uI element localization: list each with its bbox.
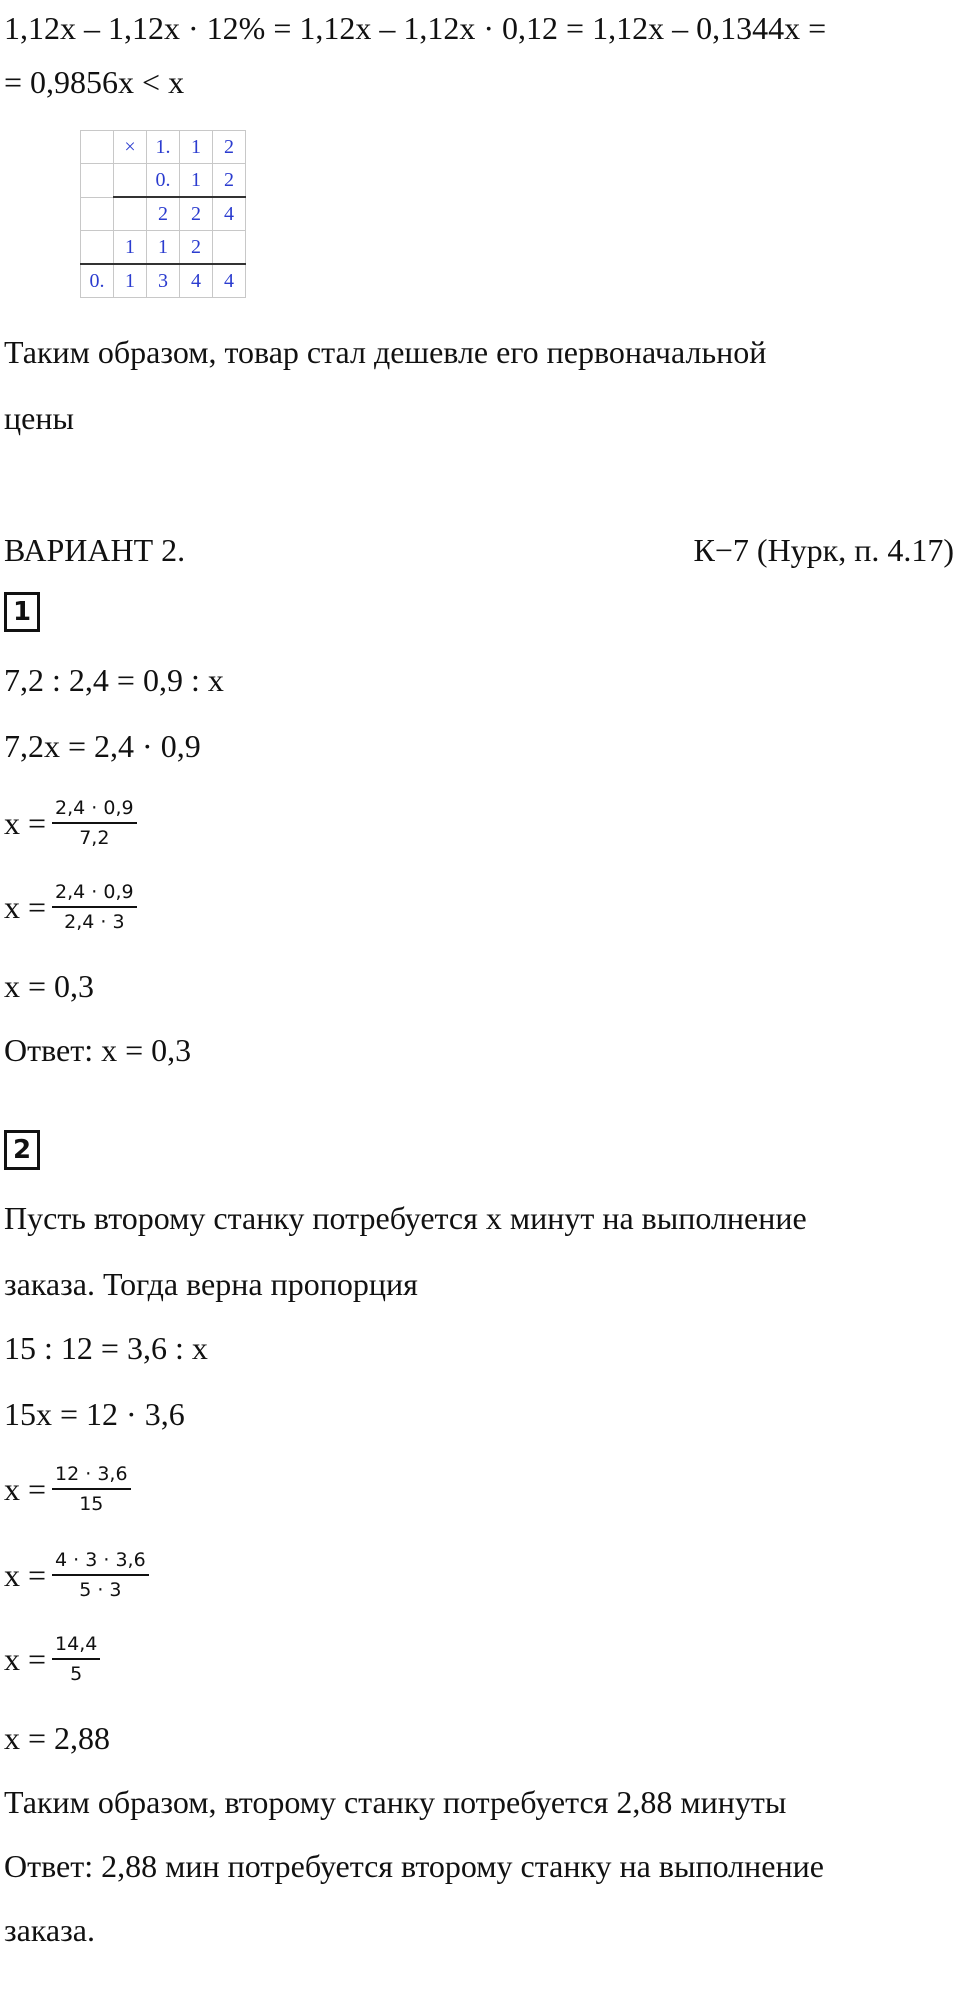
fraction — [52, 1632, 100, 1686]
grid-cell: 4 — [213, 264, 246, 298]
result-line: x = 0,3 — [4, 968, 95, 1004]
grid-cell: 1. — [147, 131, 180, 164]
grid-cell: 1 — [147, 231, 180, 265]
grid-cell — [81, 197, 114, 231]
grid-cell: 2 — [213, 131, 246, 164]
grid-cell: 2 — [213, 164, 246, 198]
grid-cell: 0. — [147, 164, 180, 198]
grid-cell: 2 — [180, 197, 213, 231]
fraction-equation — [4, 1614, 100, 1704]
task-number-badge: 1 — [4, 592, 40, 632]
fraction-numerator: 14,4 — [52, 1632, 100, 1660]
fraction-denominator: 5 · 3 — [79, 1579, 122, 1601]
fraction-prefix: x = — [4, 1470, 47, 1507]
fraction-numerator: 4 · 3 · 3,6 — [52, 1548, 149, 1576]
grid-cell: 0. — [81, 264, 114, 298]
fraction-equation — [4, 1444, 131, 1534]
grid-cell — [114, 197, 147, 231]
fraction — [52, 1548, 149, 1602]
grid-cell: 1 — [180, 164, 213, 198]
fraction-numerator: 12 · 3,6 — [52, 1462, 131, 1490]
fraction-denominator: 15 — [79, 1493, 104, 1515]
task-number-badge: 2 — [4, 1130, 40, 1170]
grid-cell — [81, 231, 114, 265]
conclusion-line: цены — [4, 400, 74, 436]
fraction-numerator: 2,4 · 0,9 — [52, 796, 137, 824]
fraction-equation — [4, 778, 137, 868]
grid-cell: 4 — [180, 264, 213, 298]
fraction-equation — [4, 862, 137, 952]
grid-cell: 2 — [180, 231, 213, 265]
fraction-denominator: 7,2 — [79, 827, 110, 849]
equation-line: 7,2x = 2,4 · 0,9 — [4, 728, 201, 764]
grid-cell: 1 — [114, 231, 147, 265]
result-line: x = 2,88 — [4, 1720, 111, 1756]
grid-cell: 1 — [114, 264, 147, 298]
grid-cell: × — [114, 131, 147, 164]
fraction-prefix: x = — [4, 1556, 47, 1593]
equation-line: 1,12x – 1,12x · 12% = 1,12x – 1,12x · 0,12 = 1,12x – 0,1344x = — [4, 10, 827, 46]
fraction-prefix: x = — [4, 888, 47, 925]
conclusion-line: Таким образом, второму станку потребуется 2,88 минуты — [4, 1784, 787, 1820]
conclusion-line: Таким образом, товар стал дешевле его первоначальной — [4, 334, 767, 370]
equation-line: = 0,9856x < x — [4, 64, 185, 100]
grid-cell: 3 — [147, 264, 180, 298]
grid-cell: 4 — [213, 197, 246, 231]
fraction-denominator: 5 — [70, 1663, 83, 1685]
fraction — [52, 1462, 131, 1516]
variant-title: ВАРИАНТ 2. — [4, 532, 186, 568]
text-line: заказа. Тогда верна пропорция — [4, 1266, 418, 1302]
grid-cell — [81, 164, 114, 198]
grid-cell — [114, 164, 147, 198]
grid-cell — [81, 131, 114, 164]
fraction-prefix: x = — [4, 804, 47, 841]
multiplication-grid — [80, 130, 246, 298]
grid-cell: 2 — [147, 197, 180, 231]
fraction-numerator: 2,4 · 0,9 — [52, 880, 137, 908]
answer-line: заказа. — [4, 1912, 95, 1948]
variant-source: К−7 (Нурк, п. 4.17) — [693, 532, 954, 568]
fraction-prefix: x = — [4, 1640, 47, 1677]
grid-cell: 1 — [180, 131, 213, 164]
equation-line: 15x = 12 · 3,6 — [4, 1396, 185, 1432]
fraction-denominator: 2,4 · 3 — [64, 911, 125, 933]
text-line: Пусть второму станку потребуется x минут на выполнение — [4, 1200, 807, 1236]
equation-line: 7,2 : 2,4 = 0,9 : x — [4, 662, 224, 698]
equation-line: 15 : 12 = 3,6 : x — [4, 1330, 208, 1366]
fraction — [52, 880, 137, 934]
fraction-equation — [4, 1530, 149, 1620]
fraction — [52, 796, 137, 850]
answer-line: Ответ: 2,88 мин потребуется второму станку на выполнение — [4, 1848, 824, 1884]
answer-line: Ответ: x = 0,3 — [4, 1032, 192, 1068]
grid-cell — [213, 231, 246, 265]
